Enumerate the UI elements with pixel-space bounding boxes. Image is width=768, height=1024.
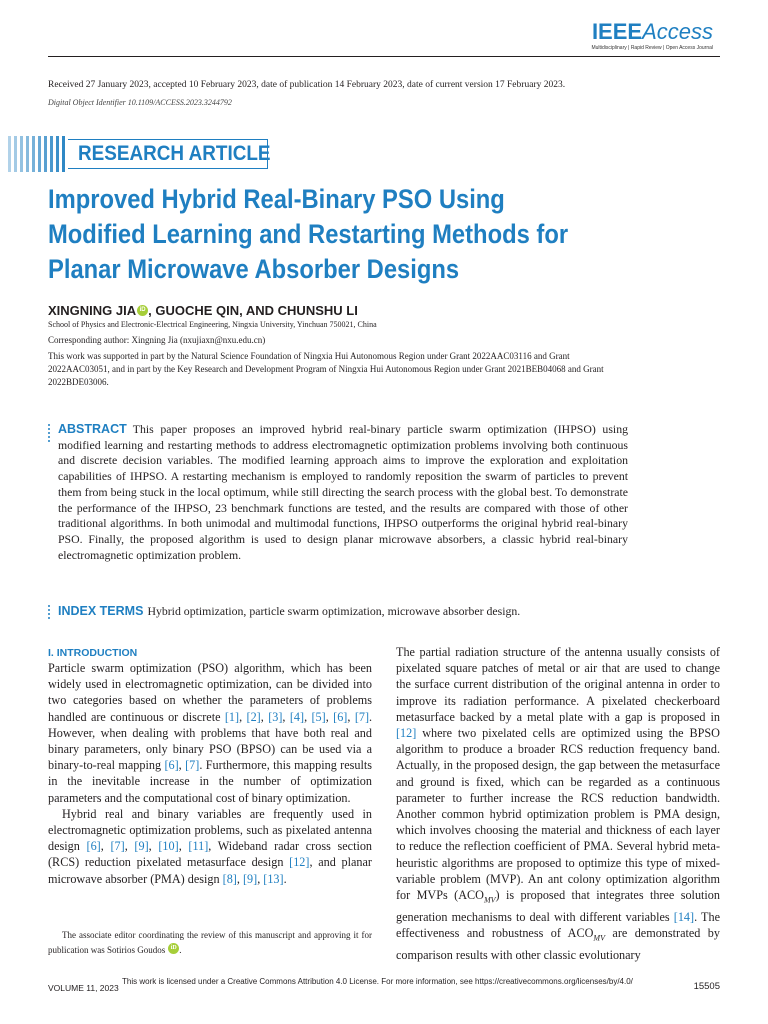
citation-link[interactable]: [3] bbox=[268, 709, 283, 724]
right-column bbox=[396, 644, 720, 963]
journal-logo bbox=[591, 20, 713, 51]
doi-line: Digital Object Identifier 10.1109/ACCESS.2023.3244792 bbox=[48, 98, 232, 107]
abstract-heading: ABSTRACT bbox=[58, 422, 127, 436]
citation-link[interactable]: [1] bbox=[224, 709, 240, 724]
citation-link[interactable]: [7] bbox=[185, 758, 200, 773]
page-number: 15505 bbox=[693, 981, 720, 992]
citation-link[interactable]: [9] bbox=[242, 871, 258, 886]
banner-stripe bbox=[50, 136, 53, 172]
author-line bbox=[48, 303, 358, 318]
index-terms bbox=[58, 604, 628, 620]
editor-footnote: The associate editor coordinating the review of this manuscript and approving it for publication was Sotirios Goudos iD . bbox=[48, 930, 372, 955]
citation-link[interactable]: [10] bbox=[158, 839, 179, 854]
author-1: XINGNING JIA bbox=[48, 303, 137, 318]
citation-link[interactable]: [12] bbox=[289, 855, 310, 870]
paragraph: Particle swarm optimization (PSO) algorithm, which has been widely used in electromagnetic optimization, can be divided into two categories based on whether the parameters of problems handled are continuous or discrete [1], [2], [3], [4], [5], [6], [7]. However, when dealing with problems that have both real and binary parameters, only binary PSO (BPSO) can be used via a binary-to-real mapping [6], [7]. Furthermore, this mapping results in the inevitable increase in the number of optimization parameters and the computational cost of binary optimization. bbox=[48, 661, 373, 805]
citation-link[interactable]: [11] bbox=[188, 839, 209, 854]
citation-link[interactable]: [13] bbox=[263, 871, 284, 886]
index-terms-text: Hybrid optimization, particle swarm optimization, microwave absorber design. bbox=[147, 604, 521, 618]
footer-volume: VOLUME 11, 2023 bbox=[48, 983, 119, 993]
orcid-icon[interactable]: iD bbox=[137, 305, 148, 316]
citation-link[interactable]: [4] bbox=[289, 709, 305, 724]
citation-link[interactable]: [6] bbox=[164, 758, 179, 773]
banner-stripes bbox=[0, 136, 70, 172]
affiliation: School of Physics and Electronic-Electrical Engineering, Ningxia University, Yinchuan 750021, China bbox=[48, 320, 377, 329]
funding-statement: This work was supported in part by the Natural Science Foundation of Ningxia Hui Autonomous Region under Grant 2022AAC03116 and Grant 2022AAC03051, and in part by the Key Research and Development Program of Ningxia Hui Autonomous Region under Grant 2021BEB04068 and Grant 2022BDE03006. bbox=[48, 351, 604, 387]
logo-tagline: Multidisciplinary | Rapid Review | Open Access Journal bbox=[591, 45, 713, 51]
banner-stripe bbox=[38, 136, 41, 172]
corresponding-author: Corresponding author: Xingning Jia (nxujiaxn@nxu.edu.cn) bbox=[48, 335, 266, 345]
citation-link[interactable]: [14] bbox=[673, 909, 695, 924]
index-terms-heading: INDEX TERMS bbox=[58, 604, 144, 618]
banner-stripe bbox=[14, 136, 17, 172]
citation-link[interactable]: [7] bbox=[354, 709, 370, 724]
banner-stripe bbox=[8, 136, 11, 172]
abstract-dots-icon bbox=[48, 424, 52, 444]
header-rule bbox=[48, 56, 720, 57]
footer-license: This work is licensed under a Creative Commons Attribution 4.0 License. For more information, see https://creativecommons.org/licenses/by/4.0/ bbox=[122, 977, 633, 986]
banner-stripe bbox=[20, 136, 23, 172]
abstract-text: This paper proposes an improved hybrid real-binary particle swarm optimization (IHPSO) using modified learning and restarting methods to address electromagnetic optimization problems involving both continuous and discrete decision variables. The modified learning approach aims to improve the exploration and exploitation capabilities of IHPSO. A restarting mechanism is employed to randomly reposition the swarm of particles to prevent them from being stuck in the local optimum, while still directing the search process with the global best. To demonstrate the performance of the IHPSO, 23 benchmark functions are tested, and the results are compared with those of other traditional algorithms. In both unimodal and multimodal functions, IHPSO outperforms the original hybrid real-binary PSO. Finally, the proposed algorithm is used to design planar microwave absorbers, a classic hybrid real-binary electromagnetic optimization problem. bbox=[58, 422, 628, 562]
citation-link[interactable]: [8] bbox=[222, 871, 237, 886]
citation-link[interactable]: [6] bbox=[333, 709, 348, 724]
logo-access: Access bbox=[642, 19, 713, 44]
paragraph: The partial radiation structure of the antenna usually consists of pixelated square patches of metal or air that are used to change the surface current distribution of the original antenna in order to improve its radiation performance. A pixelated checkerboard metasurface backed by a metal plate with a gap is proposed in [12] where two pixelated cells are optimized using the BPSO algorithm to produce a broader RCS reduction frequency band. Actually, in the proposed design, the gap between the metasurface and ground is fixed, which can be regarded as a continuous parameter to further increase the RCS reduction bandwidth. Another common hybrid optimization problem is PMA design, which involves choosing the material and thickness of each layer to reduce the reflection coefficient of PMA. Several hybrid meta-heuristic algorithms are proposed to optimize this type of mixed-variable problem (MVP). An ant colony optimization algorithm for MVPs $(ACO_{MV})$ is proposed that integrates three solution generation mechanisms to deal with different variables [14]. The effectiveness and robustness of $ACO_{MV}$ are demonstrated by comparison results with other classic evolutionary bbox=[396, 645, 720, 962]
banner-stripe bbox=[44, 136, 47, 172]
citation-link[interactable]: [6] bbox=[86, 839, 101, 854]
index-dots-icon bbox=[48, 605, 52, 621]
paragraph: Hybrid real and binary variables are frequently used in electromagnetic optimization problems, such as pixelated antenna design [6], [7], [9], [10], [11], Wideband radar cross section (RCS) reduction pixelated metasurface design [12], and planar microwave absorber (PMA) design [8], [9], [13]. bbox=[48, 806, 373, 886]
banner-stripe bbox=[32, 136, 35, 172]
citation-link[interactable]: [5] bbox=[311, 709, 326, 724]
citation-link[interactable]: [7] bbox=[110, 839, 125, 854]
banner-stripe bbox=[62, 136, 65, 172]
article-title: Improved Hybrid Real-Binary PSO Using Modified Learning and Restarting Methods for Planar Microwave Absorber Designs bbox=[48, 184, 569, 284]
article-type-label: RESEARCH ARTICLE bbox=[78, 142, 271, 165]
logo-ieee: IEEE bbox=[591, 19, 643, 44]
banner-stripe bbox=[26, 136, 29, 172]
abstract bbox=[58, 422, 628, 563]
orcid-icon[interactable]: iD bbox=[168, 943, 179, 954]
citation-link[interactable]: [12] bbox=[396, 726, 417, 741]
other-authors: , GUOCHE QIN, AND CHUNSHU LI bbox=[148, 303, 358, 318]
left-column bbox=[48, 660, 372, 887]
banner-stripe bbox=[56, 136, 59, 172]
section-heading: I. INTRODUCTION bbox=[48, 647, 138, 659]
received-dates: Received 27 January 2023, accepted 10 February 2023, date of publication 14 February 2023, date of current version 17 February 2023. bbox=[48, 80, 566, 90]
citation-link[interactable]: [2] bbox=[246, 709, 261, 724]
citation-link[interactable]: [9] bbox=[134, 839, 149, 854]
